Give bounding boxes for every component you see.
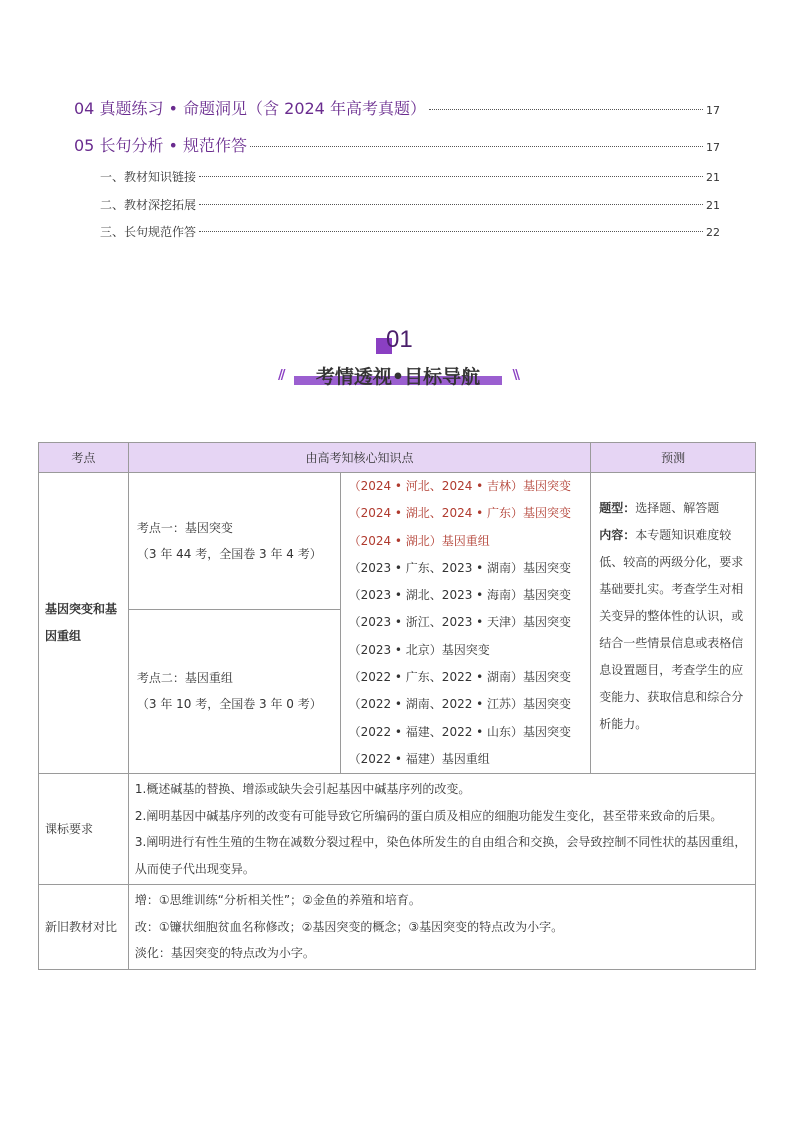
table-header-row: [39, 443, 756, 473]
table-row: [39, 774, 756, 885]
curriculum-item: 1.概述碱基的替换、增添或缺失会引起基因中碱基序列的改变。: [134, 782, 471, 797]
compare-content-cell: [128, 885, 755, 970]
compare-item: 改：①镰状细胞贫血名称修改；②基因突变的概念；③基因突变的特点改为小字。: [134, 919, 564, 934]
toc-subentry-3[interactable]: [100, 223, 720, 240]
curriculum-item: 2.阐明基因中碱基序列的改变有可能导致它所编码的蛋白质及相应的细胞功能发生变化，甚至带来致命的后果。: [134, 808, 723, 823]
exam-item: （2023 • 湖北、2023 • 海南）基因突变: [348, 588, 572, 603]
exam-item: （2024 • 湖北）基因重组: [348, 533, 490, 548]
point-2-detail: （3 年 10 考，全国卷 3 年 0 考）: [136, 697, 322, 712]
forecast-content-label: 内容：: [599, 528, 636, 542]
toc-subentry-label: 二、教材深挖拓展: [100, 198, 197, 212]
exam-item: （2022 • 福建、2022 • 山东）基因突变: [348, 724, 572, 739]
toc-dot-leader: [429, 109, 703, 110]
exam-item: （2024 • 湖北、2024 • 广东）基因突变: [348, 506, 572, 521]
curriculum-label: 课标要求: [45, 821, 94, 836]
compare-label-cell: [39, 885, 129, 970]
exam-item: （2022 • 福建）基因重组: [348, 751, 490, 766]
toc-subentry-1[interactable]: [100, 168, 720, 185]
exam-item: （2024 • 河北、2024 • 吉林）基因突变: [348, 479, 572, 493]
toc-subentry-page: 22: [706, 226, 720, 239]
toc-subentry-page: 21: [706, 171, 720, 184]
compare-item: 淡化：基因突变的特点改为小字。: [134, 946, 315, 961]
toc-dot-leader: [199, 176, 703, 177]
toc-subentry-2[interactable]: [100, 196, 720, 213]
table-row: [39, 885, 756, 970]
section-title: 考情透视•目标导航: [315, 366, 481, 388]
forecast-type-value: 选择题、解答题: [635, 501, 720, 515]
toc-entry-page: 17: [706, 104, 720, 117]
exam-item: （2022 • 湖南、2022 • 江苏）基因突变: [348, 697, 572, 712]
curriculum-label-cell: [39, 774, 129, 885]
toc-entry-label: 05 长句分析 • 规范作答: [74, 136, 248, 155]
header-knowledge: 由高考知核心知识点: [128, 443, 590, 473]
header-kaodian: 考点: [39, 443, 129, 473]
toc-subentry-label: 一、教材知识链接: [100, 170, 197, 184]
toc-entry-label: 04 真题练习 • 命题洞见（含 2024 年高考真题）: [74, 99, 426, 118]
point-1-name: 考点一：基因突变: [136, 520, 233, 535]
header-forecast: 预测: [591, 443, 756, 473]
point-1-cell: [128, 473, 340, 610]
exam-item: （2022 • 广东、2022 • 湖南）基因突变: [348, 670, 572, 685]
point-1-detail: （3 年 44 考，全国卷 3 年 4 考）: [136, 546, 322, 561]
exam-item: （2023 • 北京）基因突变: [348, 642, 490, 657]
topic-text: 基因突变和基因重组: [45, 602, 118, 644]
toc-dot-leader: [199, 231, 703, 232]
exam-overview-table: [38, 442, 756, 970]
toc-dot-leader: [250, 146, 703, 147]
point-2-name: 考点二：基因重组: [136, 671, 233, 686]
forecast-content-value: 本专题知识难度较低、较高的两级分化，要求基础要扎实。考查学生对相关变异的整体性的认识，或结合一些情景信息或表格信息设置题目，考查学生的应变能力、获取信息和综合分析能力。: [599, 528, 744, 731]
toc-entry-page: 17: [706, 141, 720, 154]
toc-entry-05[interactable]: [74, 133, 720, 156]
curriculum-content-cell: [128, 774, 755, 885]
toc-subentry-page: 21: [706, 199, 720, 212]
forecast-cell: [591, 473, 756, 774]
section-number: [376, 328, 436, 358]
section-number-text: 01: [386, 326, 413, 353]
table-row: [39, 473, 756, 610]
point-2-cell: [128, 609, 340, 774]
slash-decoration-right: \\: [512, 368, 518, 383]
toc-entry-04[interactable]: [74, 96, 720, 119]
forecast-type-label: 题型：: [599, 501, 636, 515]
section-title-block: [278, 362, 518, 390]
toc-dot-leader: [199, 204, 703, 205]
toc-subentry-label: 三、长句规范作答: [100, 225, 197, 239]
compare-label: 新旧教材对比: [45, 920, 118, 935]
exam-list-cell: [340, 473, 591, 774]
topic-cell: [39, 473, 129, 774]
exam-item: （2023 • 广东、2023 • 湖南）基因突变: [348, 560, 572, 575]
compare-item: 增：①思维训练“分析相关性”；②金鱼的养殖和培育。: [134, 893, 421, 908]
slash-decoration-left: //: [278, 368, 284, 383]
exam-item: （2023 • 浙江、2023 • 天津）基因突变: [348, 615, 572, 630]
curriculum-item: 3.阐明进行有性生殖的生物在减数分裂过程中，染色体所发生的自由组合和交换，会导致控制不同性状的基因重组，从而使子代出现变异。: [134, 835, 747, 876]
